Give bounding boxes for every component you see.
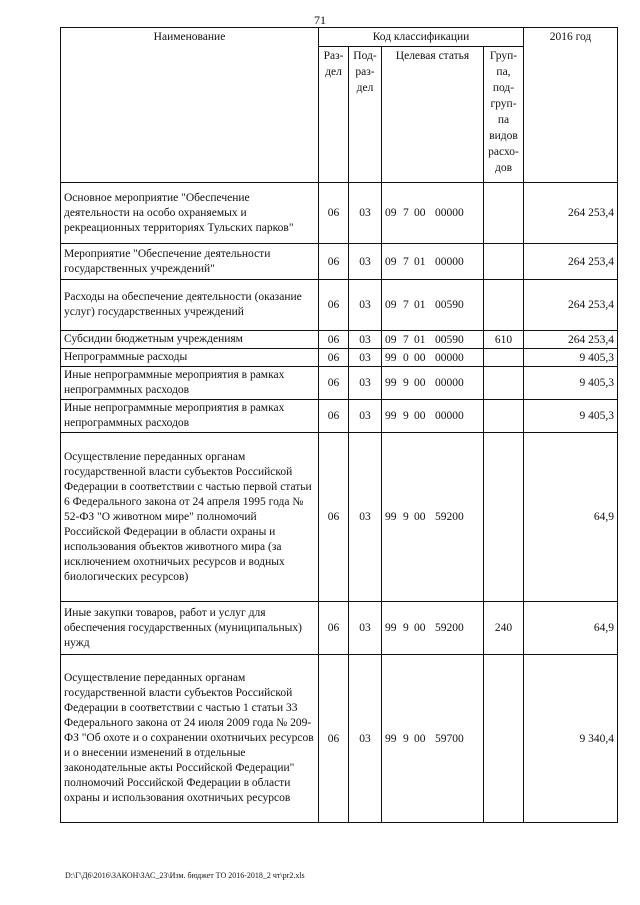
row-name: Мероприятие "Обеспечение деятельности государственных учреждений": [61, 244, 319, 280]
row-name: Основное мероприятие "Обеспечение деятельности на особо охраняемых и рекреационных территориях Тульских парков": [61, 183, 319, 244]
table-row: [61, 244, 618, 280]
table-row: [61, 349, 618, 367]
row-amount: 9 340,4: [524, 655, 618, 823]
row-section: 06: [319, 331, 349, 349]
budget-table: [60, 27, 618, 823]
row-target-article: [382, 244, 484, 280]
target-article-part: 7: [403, 299, 409, 311]
target-article-part: 09: [385, 333, 397, 346]
target-article-part: 9: [403, 410, 409, 422]
target-article-part: 59200: [435, 511, 464, 523]
target-article-part: 0: [403, 351, 409, 364]
header-subsection: Под- раз- дел: [349, 47, 382, 183]
row-section: 06: [319, 602, 349, 655]
row-subsection: 03: [349, 183, 382, 244]
row-amount: 264 253,4: [524, 331, 618, 349]
row-section: 06: [319, 433, 349, 602]
row-section: 06: [319, 655, 349, 823]
row-expense-group: 610: [484, 331, 524, 349]
row-amount: 264 253,4: [524, 280, 618, 331]
row-amount: 64,9: [524, 602, 618, 655]
row-subsection: 03: [349, 655, 382, 823]
row-subsection: 03: [349, 602, 382, 655]
target-article-part: 00000: [435, 377, 464, 389]
target-article-part: 9: [403, 622, 409, 634]
target-article-part: 01: [414, 299, 426, 311]
table-row: [61, 183, 618, 244]
row-subsection: 03: [349, 367, 382, 400]
target-article-part: 09: [385, 255, 397, 268]
target-article-part: 00000: [435, 255, 464, 268]
row-target-article: [382, 331, 484, 349]
table-row: [61, 602, 618, 655]
target-article-part: 7: [403, 207, 409, 219]
target-article-part: 99: [385, 351, 397, 364]
row-expense-group: [484, 349, 524, 367]
row-name: Осуществление переданных органам государственной власти субъектов Российской Федерации в соответствии с частью 1 статьи 33 Федерального закона от 24 июля 2009 года № 209-ФЗ "Об охоте и о сохранении охотничьих ресурсов и о внесении изменений в отдельные законодательные акты Российской Федерации" полномочий Российской Федерации в области охраны и использования охотничьих ресурсов: [61, 655, 319, 823]
row-target-article: [382, 655, 484, 823]
row-section: 06: [319, 183, 349, 244]
target-article-part: 00590: [435, 333, 464, 346]
target-article-part: 00: [414, 410, 426, 422]
target-article-part: 7: [403, 255, 409, 268]
header-year: 2016 год: [524, 28, 618, 183]
row-target-article: [382, 367, 484, 400]
table-row: [61, 367, 618, 400]
target-article-part: 01: [414, 255, 426, 268]
target-article-part: 09: [385, 299, 397, 311]
row-expense-group: [484, 655, 524, 823]
row-name: Непрограммные расходы: [61, 349, 319, 367]
row-amount: 9 405,3: [524, 400, 618, 433]
target-article-part: 00: [414, 511, 426, 523]
row-target-article: [382, 349, 484, 367]
target-article-part: 59700: [435, 732, 464, 745]
target-article-part: 01: [414, 333, 426, 346]
row-expense-group: [484, 433, 524, 602]
target-article-part: 00: [414, 351, 426, 364]
target-article-part: 00: [414, 207, 426, 219]
header-classification: Код классификации: [319, 28, 524, 47]
header-target-article: Целевая статья: [382, 47, 484, 183]
row-section: 06: [319, 280, 349, 331]
row-expense-group: [484, 280, 524, 331]
target-article-part: 00590: [435, 299, 464, 311]
table-row: [61, 331, 618, 349]
row-target-article: [382, 433, 484, 602]
row-subsection: 03: [349, 433, 382, 602]
table-row: [61, 400, 618, 433]
target-article-part: 9: [403, 732, 409, 745]
row-expense-group: 240: [484, 602, 524, 655]
header-section: Раз- дел: [319, 47, 349, 183]
row-subsection: 03: [349, 331, 382, 349]
target-article-part: 9: [403, 377, 409, 389]
target-article-part: 00: [414, 377, 426, 389]
row-name: Иные закупки товаров, работ и услуг для обеспечения государственных (муниципальных) нужд: [61, 602, 319, 655]
target-article-part: 59200: [435, 622, 464, 634]
row-expense-group: [484, 244, 524, 280]
target-article-part: 99: [385, 732, 397, 745]
row-amount: 64,9: [524, 433, 618, 602]
target-article-part: 7: [403, 333, 409, 346]
row-name: Расходы на обеспечение деятельности (оказание услуг) государственных учреждений: [61, 280, 319, 331]
row-name: Осуществление переданных органам государственной власти субъектов Российской Федерации в соответствии с частью первой статьи 6 Федерального закона от 24 апреля 1995 года № 52-ФЗ "О животном мире" полномочий Российской Федерации в области охраны и использования объектов животного мира (за исключением охотничьих ресурсов и водных биологических ресурсов): [61, 433, 319, 602]
table-row: [61, 433, 618, 602]
row-name: Субсидии бюджетным учреждениям: [61, 331, 319, 349]
target-article-part: 00000: [435, 351, 464, 364]
row-subsection: 03: [349, 280, 382, 331]
row-amount: 9 405,3: [524, 349, 618, 367]
row-section: 06: [319, 400, 349, 433]
target-article-part: 99: [385, 410, 397, 422]
target-article-part: 09: [385, 207, 397, 219]
file-path-footer: D:\Г\Д6\2016\ЗАКОН\ЗАС_23\Изм. бюджет ТО 2016-2018_2 чт\pr2.xls: [65, 871, 305, 880]
row-target-article: [382, 602, 484, 655]
target-article-part: 99: [385, 377, 397, 389]
row-target-article: [382, 280, 484, 331]
row-name: Иные непрограммные мероприятия в рамках непрограммных расходов: [61, 400, 319, 433]
target-article-part: 00: [414, 732, 426, 745]
row-amount: 264 253,4: [524, 244, 618, 280]
target-article-part: 00: [414, 622, 426, 634]
row-expense-group: [484, 367, 524, 400]
row-section: 06: [319, 367, 349, 400]
target-article-part: 00000: [435, 207, 464, 219]
target-article-part: 99: [385, 622, 397, 634]
row-subsection: 03: [349, 349, 382, 367]
table-row: [61, 655, 618, 823]
row-expense-group: [484, 183, 524, 244]
target-article-part: 00000: [435, 410, 464, 422]
row-section: 06: [319, 349, 349, 367]
row-subsection: 03: [349, 244, 382, 280]
row-name: Иные непрограммные мероприятия в рамках непрограммных расходов: [61, 367, 319, 400]
row-target-article: [382, 183, 484, 244]
row-amount: 264 253,4: [524, 183, 618, 244]
row-expense-group: [484, 400, 524, 433]
table-row: [61, 280, 618, 331]
row-section: 06: [319, 244, 349, 280]
row-amount: 9 405,3: [524, 367, 618, 400]
header-expense-group: Груп- па, под- груп- па видов расхо- дов: [484, 47, 524, 183]
row-target-article: [382, 400, 484, 433]
page-number: 71: [314, 13, 326, 27]
target-article-part: 9: [403, 511, 409, 523]
target-article-part: 99: [385, 511, 397, 523]
header-name: Наименование: [61, 28, 319, 183]
row-subsection: 03: [349, 400, 382, 433]
